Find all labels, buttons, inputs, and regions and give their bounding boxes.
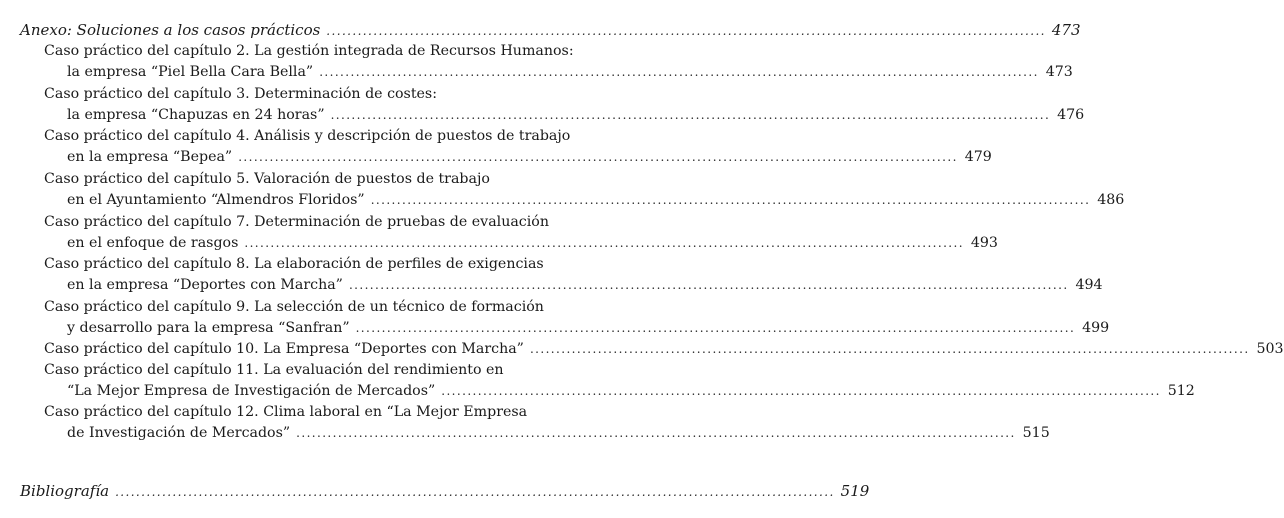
toc-entry-line2: Caso práctico del capítulo 10. La Empresa “Deportes con Marcha” — [44, 341, 524, 357]
bibliography-title: Bibliografía — [20, 482, 110, 500]
toc-entry — [67, 320, 1110, 336]
bibliography-heading — [20, 482, 870, 500]
toc-entry — [67, 149, 992, 165]
leader-dots: .......................................................................................................................................... — [326, 24, 1046, 38]
toc-entry-page: 499 — [1082, 320, 1110, 336]
toc-entry-line2: “La Mejor Empresa de Investigación de Mercados” — [67, 383, 436, 399]
toc-entry-line2: en la empresa “Bepea” — [67, 149, 233, 165]
leader-dots: .......................................................................................................................................... — [370, 193, 1091, 207]
toc-entry-page: 486 — [1097, 192, 1125, 208]
toc-entry — [44, 341, 1284, 357]
toc-entry-line1: Caso práctico del capítulo 5. Valoración de puestos de trabajo — [44, 171, 490, 187]
toc-entry-page: 476 — [1057, 107, 1085, 123]
toc-entry — [67, 277, 1103, 293]
toc-entry-line1: Caso práctico del capítulo 12. Clima laboral en “La Mejor Empresa — [44, 404, 528, 420]
toc-entry-page: 493 — [970, 235, 998, 251]
toc-entry-page: 473 — [1045, 64, 1073, 80]
toc-entry — [67, 192, 1125, 208]
toc-entry — [67, 425, 1050, 441]
toc-entry-line1: Caso práctico del capítulo 2. La gestión integrada de Recursos Humanos: — [44, 43, 574, 59]
leader-dots: .......................................................................................................................................... — [115, 485, 835, 499]
leader-dots: .......................................................................................................................................... — [529, 342, 1250, 356]
toc-entry-line2: y desarrollo para la empresa “Sanfran” — [67, 320, 350, 336]
leader-dots: .......................................................................................................................................... — [348, 278, 1069, 292]
toc-entry — [67, 235, 998, 251]
toc-entry-line2: en el enfoque de rasgos — [67, 235, 239, 251]
toc-entry-line1: Caso práctico del capítulo 7. Determinación de pruebas de evaluación — [44, 214, 549, 230]
toc-entry-line1: Caso práctico del capítulo 3. Determinación de costes: — [44, 86, 437, 102]
toc-entry-line1: Caso práctico del capítulo 8. La elaboración de perfiles de exigencias — [44, 256, 544, 272]
toc-entry — [67, 64, 1073, 80]
annex-title: Anexo: Soluciones a los casos prácticos — [20, 21, 321, 39]
leader-dots: .......................................................................................................................................... — [238, 150, 958, 164]
toc-entry-line1: Caso práctico del capítulo 4. Análisis y descripción de puestos de trabajo — [44, 128, 571, 144]
toc-entry-page: 512 — [1167, 383, 1195, 399]
toc-entry — [67, 383, 1195, 399]
leader-dots: .......................................................................................................................................... — [441, 384, 1161, 398]
toc-entry-page: 479 — [964, 149, 992, 165]
toc-entry-page: 494 — [1075, 277, 1103, 293]
leader-dots: .......................................................................................................................................... — [355, 321, 1076, 335]
annex-heading — [20, 21, 1081, 39]
toc-entry-page: 515 — [1022, 425, 1050, 441]
leader-dots: .......................................................................................................................................... — [296, 426, 1016, 440]
toc-entry-line2: de Investigación de Mercados” — [67, 425, 291, 441]
toc-entry-line2: la empresa “Piel Bella Cara Bella” — [67, 64, 314, 80]
leader-dots: .......................................................................................................................................... — [319, 65, 1039, 79]
toc-entry-line2: la empresa “Chapuzas en 24 horas” — [67, 107, 325, 123]
toc-entry-line1: Caso práctico del capítulo 9. La selección de un técnico de formación — [44, 299, 544, 315]
leader-dots: .......................................................................................................................................... — [330, 108, 1051, 122]
annex-page: 473 — [1051, 21, 1081, 39]
bibliography-page: 519 — [840, 482, 870, 500]
leader-dots: .......................................................................................................................................... — [244, 236, 964, 250]
toc-entry-line1: Caso práctico del capítulo 11. La evaluación del rendimiento en — [44, 362, 504, 378]
toc-entry-line2: en la empresa “Deportes con Marcha” — [67, 277, 343, 293]
toc-entry — [67, 107, 1085, 123]
toc-entry-line2: en el Ayuntamiento “Almendros Floridos” — [67, 192, 365, 208]
toc-entry-page: 503 — [1256, 341, 1284, 357]
